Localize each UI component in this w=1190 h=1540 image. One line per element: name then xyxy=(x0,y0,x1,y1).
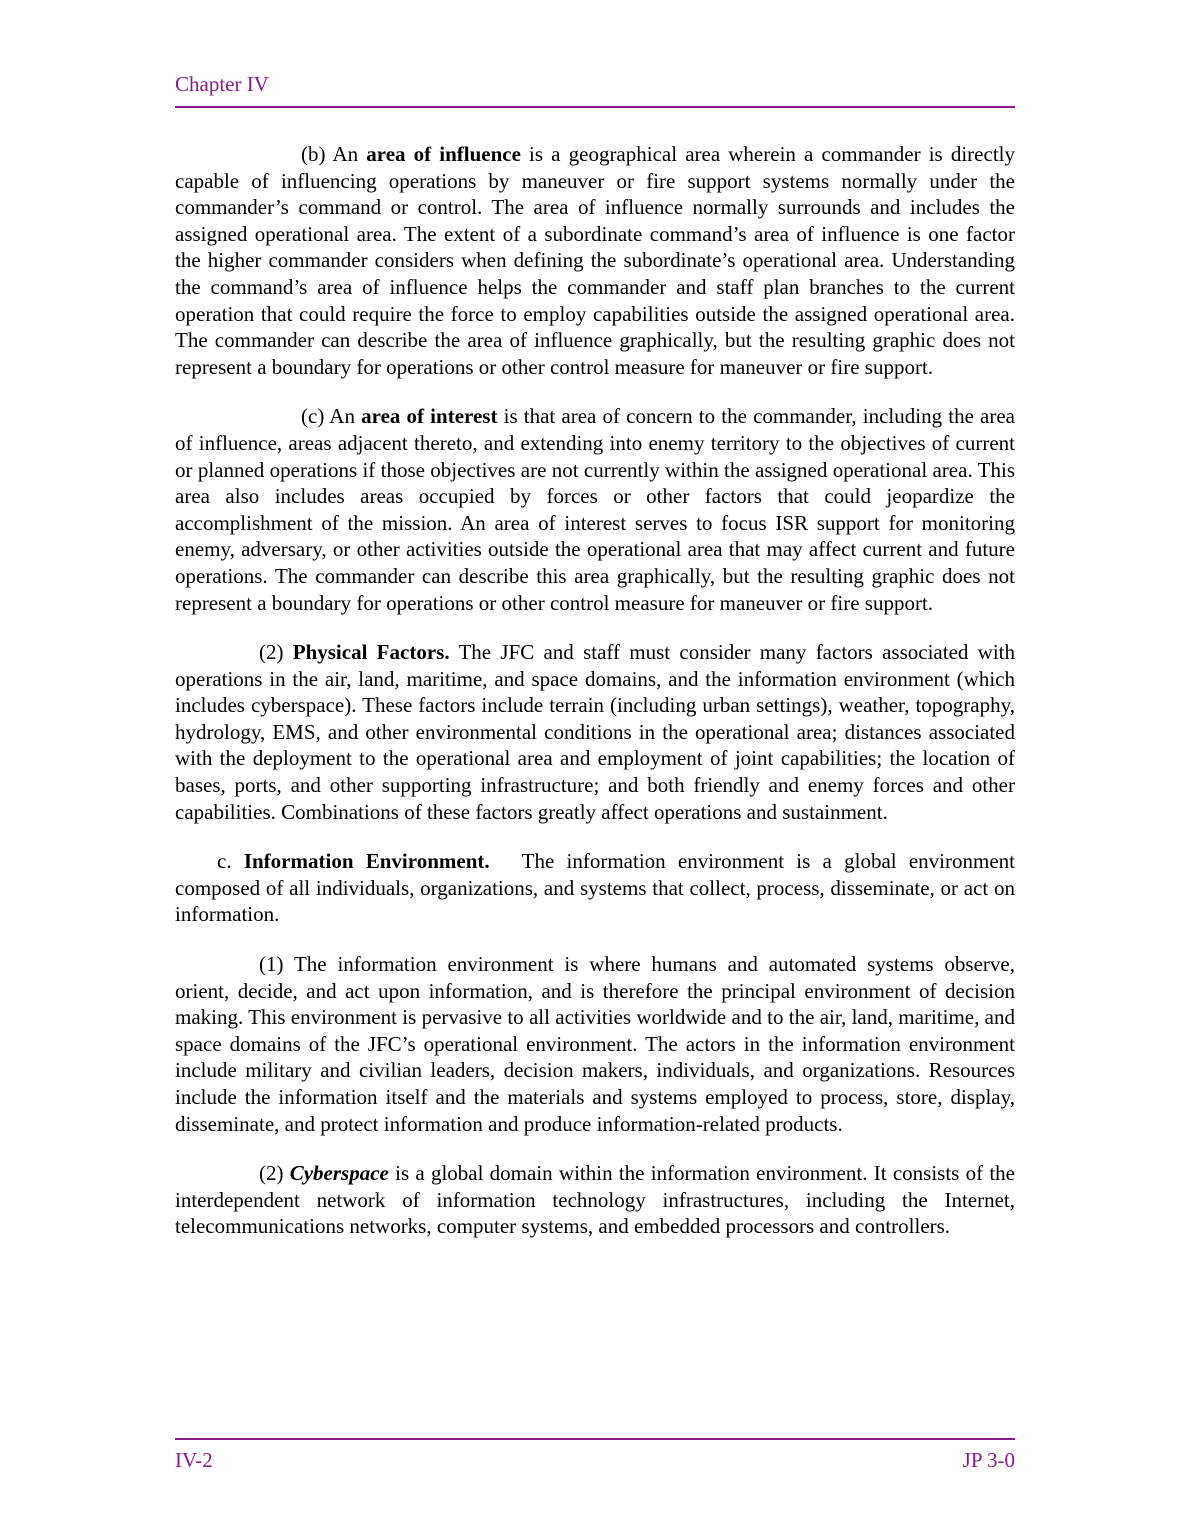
paragraph-text: is that area of concern to the commander, including the area of influence, areas adjacent thereto, and extending into enemy territory to the objectives of current or planned operations if those objectives are not currently within the assigned operational area. This area also includes areas occupied by forces or other factors that could jeopardize the accomplishment of the mission. An area of interest serves to focus ISR support for monitoring enemy, adversary, or other activities outside the operational area that may affect current and future operations. The commander can describe this area graphically, but the resulting graphic does not represent a boundary for operations or other control measure for maneuver or fire support. xyxy=(175,404,1015,615)
paragraph-physical-factors xyxy=(175,639,1015,825)
paragraph-text: (1) The information environment is where humans and automated systems observe, orient, decide, and act upon information, and is therefore the principal environment of decision making. This environment is pervasive to all activities worldwide and to the air, land, maritime, and space domains of the JFC’s operational environment. The actors in the information environment include military and civilian leaders, decision makers, individuals, and organizations. Resources include the information itself and the materials and systems employed to process, store, display, disseminate, and protect information and produce information-related products. xyxy=(175,952,1015,1136)
chapter-title: Chapter IV xyxy=(175,72,269,96)
paragraph-lead: (2) xyxy=(259,640,293,665)
paragraph-cyberspace xyxy=(175,1160,1015,1240)
page-body xyxy=(175,141,1015,1263)
term-cyberspace: Cyberspace xyxy=(289,1161,389,1186)
paragraph-text: The information environment is a global environment composed of all individuals, organizations, and systems that collect, process, disseminate, or act on information. xyxy=(175,849,1016,927)
paragraph-lead: (b) An xyxy=(301,142,367,166)
paragraph-area-of-influence xyxy=(175,141,1015,380)
publication-id: JP 3-0 xyxy=(962,1448,1015,1472)
term-area-of-influence: area of influence xyxy=(366,142,521,166)
paragraph-text: is a global domain within the information environment. It consists of the interdependent network of information technology infrastructures, including the Internet, telecommunications networks, computer systems, and embedded processors and controllers. xyxy=(175,1161,1015,1239)
term-physical-factors: Physical Factors. xyxy=(292,640,450,665)
page-number: IV-2 xyxy=(175,1448,213,1472)
paragraph-text: is a geographical area wherein a commander is directly capable of influencing operations by maneuver or fire support systems normally under the commander’s command or control. The area of influence normally surrounds and includes the assigned operational area. The extent of a subordinate command’s area of influence is one factor the higher commander considers when defining the subordinate’s operational area. Understanding the command’s area of influence helps the commander and staff plan branches to the current operation that could require the force to employ capabilities outside the assigned operational area. The commander can describe the area of influence graphically, but the resulting graphic does not represent a boundary for operations or other control measure for maneuver or fire support. xyxy=(175,142,1015,379)
paragraph-lead: (2) xyxy=(259,1161,290,1186)
term-area-of-interest: area of interest xyxy=(361,404,498,429)
paragraph-lead: (c) An xyxy=(301,404,362,429)
page-footer xyxy=(175,1438,1015,1474)
paragraph-area-of-interest xyxy=(175,403,1015,616)
paragraph-text: The JFC and staff must consider many factors associated with operations in the air, land, maritime, and space domains, and the information environment (which includes cyberspace). These factors include terrain (including urban settings), weather, topography, hydrology, EMS, and other environmental conditions in the operational area; distances associated with the deployment to the operational area and employment of joint capabilities; the location of bases, ports, and other supporting infrastructure; and both friendly and enemy forces and other capabilities. Combinations of these factors greatly affect operations and sustainment. xyxy=(175,640,1015,824)
page-header xyxy=(175,70,1015,108)
paragraph-information-environment xyxy=(175,848,1015,928)
paragraph-information-environment-1 xyxy=(175,951,1015,1137)
paragraph-lead: c. xyxy=(217,849,244,874)
term-information-environment: Information Environment. xyxy=(243,849,490,874)
